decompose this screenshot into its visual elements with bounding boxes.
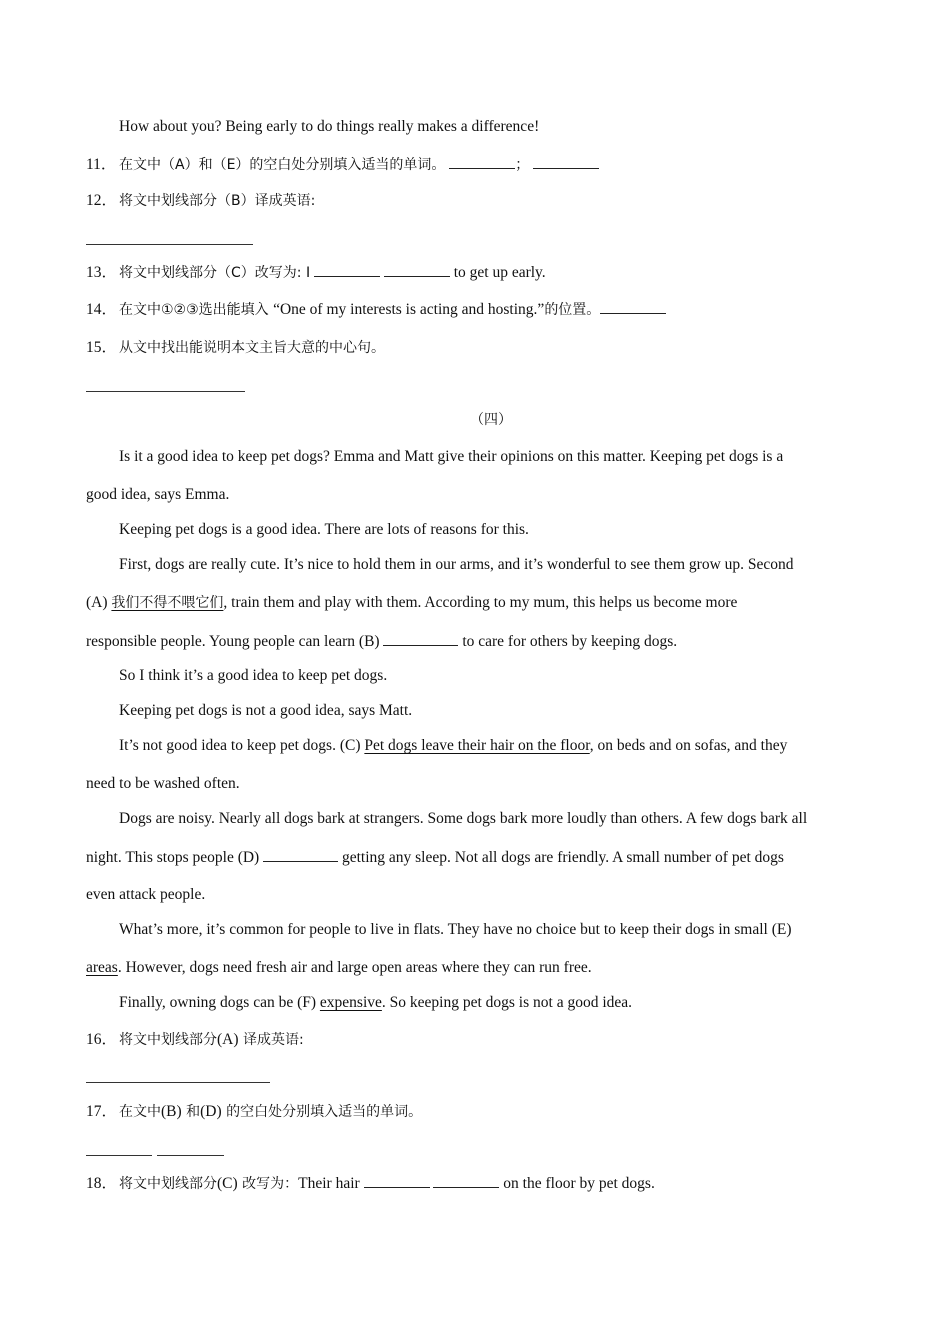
passage-line [86, 593, 737, 613]
answer-blank[interactable] [533, 154, 599, 169]
blank-b[interactable] [383, 631, 458, 646]
passage-closing-line: How about you? Being early to do things really makes a difference! [119, 118, 540, 135]
question-number: 12． [86, 192, 118, 209]
separator: ； [515, 157, 530, 173]
question-number: 17． [86, 1103, 118, 1120]
question-text: 将文中划线部分（B）译成英语: [119, 193, 316, 209]
answer-blank[interactable] [384, 262, 450, 277]
passage-line: Is it a good idea to keep pet dogs? Emma and Matt give their opinions on this matter. Keeping pet dogs is a [119, 448, 784, 465]
question-text: Their hair [298, 1175, 360, 1192]
passage-line [86, 958, 592, 978]
underlined-part-a: 我们不得不喂它们 [111, 595, 224, 611]
question-13 [86, 262, 546, 283]
passage-line: good idea, says Emma. [86, 486, 230, 503]
question-number: 15． [86, 339, 118, 356]
passage-text: . So keeping pet dogs is not a good idea. [381, 994, 633, 1011]
answer-line[interactable] [86, 1155, 152, 1156]
answer-blank[interactable] [314, 262, 380, 277]
question-text: 和 [181, 1104, 201, 1120]
question-number: 18． [86, 1175, 118, 1192]
passage-text: responsible people. Young people can learn (B) [86, 633, 384, 650]
question-number: 14． [86, 301, 118, 318]
passage-line [86, 847, 784, 868]
passage-text: . However, dogs need fresh air and large open areas where they can run free. [117, 959, 592, 976]
question-text: 在文中 [119, 1104, 161, 1120]
question-17 [86, 1102, 422, 1122]
passage-text: , on beds and on sofas, and they [589, 737, 788, 754]
question-text: 将文中划线部分 [119, 1176, 217, 1192]
question-18 [86, 1173, 655, 1194]
passage-text: Finally, owning dogs can be (F) [119, 994, 320, 1011]
passage-line: need to be washed often. [86, 775, 240, 792]
passage-text: getting any sleep. Not all dogs are friendly. A small number of pet dogs [338, 849, 784, 866]
question-tail: to get up early. [453, 264, 546, 281]
passage-line: First, dogs are really cute. It’s nice to hold them in our arms, and it’s wonderful to see them grow up. Second [119, 556, 794, 573]
question-tail: on the floor by pet dogs. [503, 1175, 655, 1192]
question-11 [86, 154, 599, 175]
passage-line [119, 993, 632, 1013]
question-ref: (B) [161, 1103, 182, 1120]
question-text: 在文中（A）和（E）的空白处分别填入适当的单词。 [119, 157, 446, 173]
answer-line[interactable] [86, 391, 245, 392]
passage-text: to care for others by keeping dogs. [458, 633, 678, 650]
question-number: 16． [86, 1031, 118, 1048]
question-16 [86, 1030, 304, 1050]
passage-line: Keeping pet dogs is a good idea. There are lots of reasons for this. [119, 521, 529, 538]
answer-blank[interactable] [433, 1173, 499, 1188]
question-ref: (A) [217, 1031, 239, 1048]
answer-blank[interactable] [449, 154, 515, 169]
question-number: 13． [86, 264, 118, 281]
question-tail: 的位置。 [544, 302, 601, 318]
question-12 [86, 191, 315, 211]
question-tail: 的空白处分别填入适当的单词。 [221, 1104, 423, 1120]
question-text: 从文中找出能说明本文主旨大意的中心句。 [119, 340, 385, 356]
blank-d[interactable] [263, 847, 338, 862]
question-ref: (C) [217, 1175, 238, 1192]
passage-line [119, 736, 787, 756]
label-a: (A) [86, 594, 112, 611]
passage-line: even attack people. [86, 886, 206, 903]
question-ref: (D) [200, 1103, 222, 1120]
underlined-part-c: Pet dogs leave their hair on the floor [364, 737, 590, 754]
passage-text: It’s not good idea to keep pet dogs. (C) [119, 737, 365, 754]
passage-line: Dogs are noisy. Nearly all dogs bark at strangers. Some dogs bark more loudly than others. A few dogs bark all [119, 810, 808, 827]
passage-line: So I think it’s a good idea to keep pet dogs. [119, 667, 388, 684]
question-15 [86, 338, 385, 358]
answer-blank[interactable] [600, 299, 666, 314]
passage-line [86, 631, 677, 652]
passage-text: , train them and play with them. According to my mum, this helps us become more [223, 594, 738, 611]
question-tail: 译成英语: [238, 1032, 304, 1048]
answer-line[interactable] [86, 1082, 270, 1083]
question-14 [86, 299, 666, 320]
underlined-part-f: expensive [319, 994, 382, 1011]
passage-text: night. This stops people (D) [86, 849, 264, 866]
question-text: 在文中①②③选出能填入 [119, 302, 274, 318]
passage-line: Keeping pet dogs is not a good idea, says Matt. [119, 702, 413, 719]
section-title: （四） [470, 412, 512, 428]
passage-line: What’s more, it’s common for people to live in flats. They have no choice but to keep their dogs in small (E) [119, 921, 792, 938]
question-text: 将文中划线部分（C）改写为: I [119, 265, 311, 281]
answer-line[interactable] [86, 244, 253, 245]
answer-line[interactable] [157, 1155, 224, 1156]
answer-blank[interactable] [364, 1173, 430, 1188]
underlined-part-e: areas [86, 959, 118, 976]
question-number: 11． [86, 156, 117, 173]
question-text: 改写为： [237, 1176, 299, 1192]
question-text: 将文中划线部分 [119, 1032, 217, 1048]
quoted-sentence: “One of my interests is acting and hosting.” [273, 301, 545, 318]
